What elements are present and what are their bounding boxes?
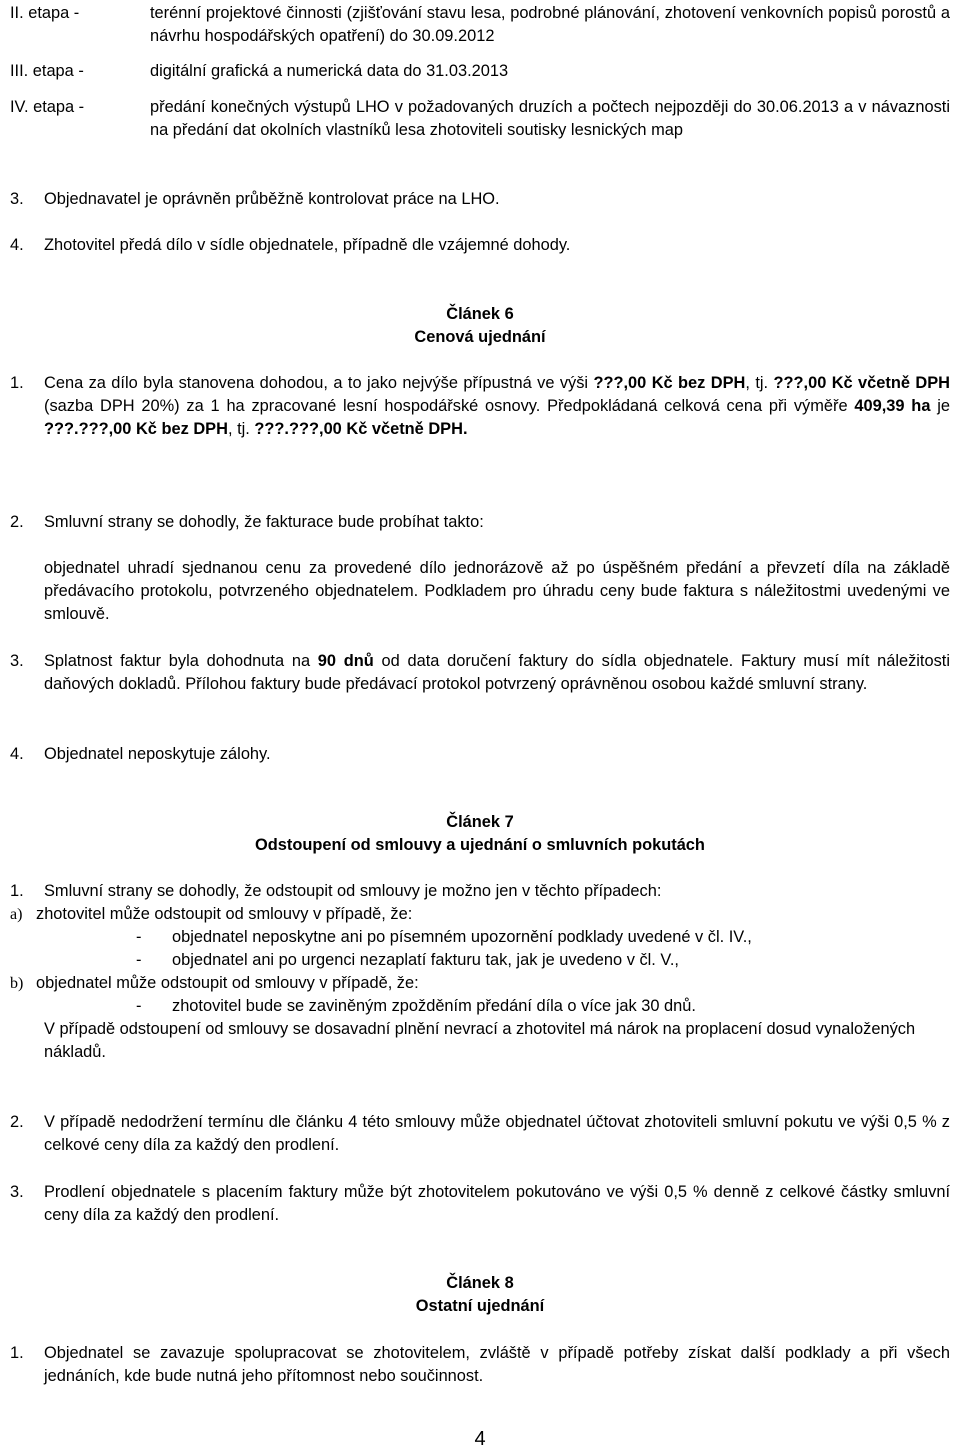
dash-marker: -: [136, 997, 142, 1015]
late-payment-paragraph: Prodlení objednatele s placením faktury může být zhotovitelem pokutováno ve výši 0,5 % denně z celkové částky smluvní ceny díla za každý den prodlení.: [44, 1183, 950, 1224]
payment-term-paragraph: Splatnost faktur byla dohodnuta na 90 dnů od data doručení faktury do sídla objednatele. Faktury musí mít náležitosti daňových dokladů. Přílohou faktury bude předávací protokol potvrzený oprávněnou osobou každé smluvní strany.: [44, 652, 950, 693]
dash-marker: -: [136, 951, 142, 969]
etapa-iii-label: III. etapa -: [10, 62, 84, 80]
article-title: Ostatní ujednání: [415, 1297, 545, 1315]
item-number: 2.: [10, 1113, 24, 1131]
cooperation-paragraph: Objednatel se zavazuje spolupracovat se zhotovitelem, zvláště v případě potřeby získat další podklady a při všech jednáních, kde bude nutná jeho přítomnost nebo součinnost.: [44, 1344, 950, 1385]
item-number: 4.: [10, 745, 24, 763]
item-number: 1.: [10, 882, 24, 900]
item-number: 3.: [10, 190, 24, 208]
etapa-iv-text: předání konečných výstupů LHO v požadovaných druzích a počtech nejpozději do 30.06.2013 a v návaznosti na předání dat okolních vlastníků lesa zhotoviteli soutisky lesnických map: [150, 98, 950, 139]
item-number: 4.: [10, 236, 24, 254]
item-text: Zhotovitel předá dílo v sídle objednatele, případně dle vzájemné dohody.: [44, 236, 571, 254]
subitem-label: b): [10, 975, 24, 992]
penalty-paragraph: V případě nedodržení termínu dle článku 4 této smlouvy může objednatel účtovat zhotoviteli smluvní pokutu ve výši 0,5 % z celkové ceny díla za každý den prodlení.: [44, 1113, 950, 1154]
article-heading: Článek 6: [446, 305, 514, 323]
list-item: objednatel ani po urgenci nezaplatí fakturu tak, jak je uvedeno v čl. V.,: [172, 951, 679, 969]
invoicing-detail: objednatel uhradí sjednanou cenu za provedené dílo jednorázově až po úspěšném předání a převzetí díla na základě předávacího protokolu, potvrzeného objednatelem. Podkladem pro úhradu ceny bude faktura s náležitostmi uvedenými ve smlouvě.: [44, 559, 950, 623]
etapa-ii-label: II. etapa -: [10, 4, 80, 22]
item-number: 2.: [10, 513, 24, 531]
item-text: Smluvní strany se dohodly, že fakturace bude probíhat takto:: [44, 513, 484, 531]
article-title: Odstoupení od smlouvy a ujednání o smluvních pokutách: [255, 836, 705, 854]
article-heading: Článek 8: [446, 1274, 514, 1292]
withdrawal-closing: V případě odstoupení od smlouvy se dosavadní plnění nevrací a zhotovitel má nárok na proplacení dosud vynaložených nákladů.: [44, 1020, 916, 1061]
etapa-iii-text: digitální grafická a numerická data do 31.03.2013: [150, 62, 509, 80]
subitem-label: a): [10, 906, 23, 923]
item-number: 1.: [10, 374, 24, 392]
article-title: Cenová ujednání: [414, 328, 546, 346]
etapa-ii-text: terénní projektové činnosti (zjišťování stavu lesa, podrobné plánování, zhotovení venkovních popisů porostů a návrhu hospodářských opatření) do 30.09.2012: [150, 4, 950, 45]
item-text: Objednatel neposkytuje zálohy.: [44, 745, 271, 763]
list-item: zhotovitel bude se zaviněným zpožděním předání díla o více jak 30 dnů.: [172, 997, 696, 1015]
subitem-text: zhotovitel může odstoupit od smlouvy v případě, že:: [36, 905, 413, 923]
article-heading: Článek 7: [446, 813, 514, 831]
page-number: 4: [474, 1428, 486, 1450]
list-item: objednatel neposkytne ani po písemném upozornění podklady uvedené v čl. IV.,: [172, 928, 752, 946]
subitem-text: objednatel může odstoupit od smlouvy v případě, že:: [36, 974, 419, 992]
dash-marker: -: [136, 928, 142, 946]
item-text: Smluvní strany se dohodly, že odstoupit od smlouvy je možno jen v těchto případech:: [44, 882, 662, 900]
item-number: 3.: [10, 1183, 24, 1201]
item-text: Objednavatel je oprávněn průběžně kontrolovat práce na LHO.: [44, 190, 500, 208]
item-number: 1.: [10, 1344, 24, 1362]
item-number: 3.: [10, 652, 24, 670]
price-paragraph: Cena za dílo byla stanovena dohodou, a to jako nejvýše přípustná ve výši ???,00 Kč bez DPH, tj. ???,00 Kč včetně DPH (sazba DPH 20%) za 1 ha zpracované lesní hospodářské osnovy. Předpokládaná celková cena při výměře 409,39 ha je ???.???,00 Kč bez DPH, tj. ???.???,00 Kč včetně DPH.: [44, 374, 950, 438]
etapa-iv-label: IV. etapa -: [10, 98, 85, 116]
